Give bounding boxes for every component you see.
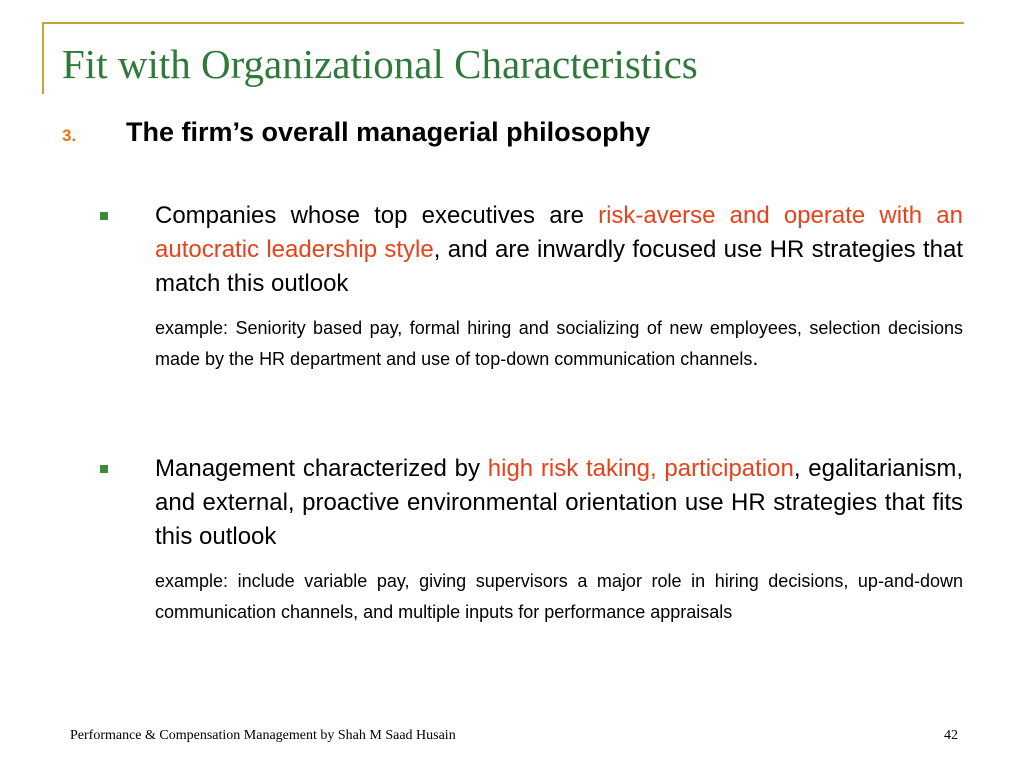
- frame-top-line: [42, 22, 964, 24]
- bullet-text-end: , egalitarianism, and external, proactive environmental orientation use HR strategies that fits this outlook: [155, 455, 963, 550]
- section-heading: The firm’s overall managerial philosophy: [126, 117, 651, 147]
- square-bullet-icon: [100, 465, 108, 473]
- footer-credit: Performance & Compensation Management by Shah M Saad Husain: [70, 728, 456, 743]
- example-text: [155, 313, 963, 374]
- bullet-text: [155, 452, 963, 554]
- example-end: .: [752, 345, 759, 370]
- bullet-highlight: risk-averse and operate with an autocratic leadership style: [155, 202, 963, 263]
- square-bullet-icon: [100, 212, 108, 220]
- example-body: example: include variable pay, giving supervisors a major role in hiring decisions, up-and-down communication channels, and multiple inputs for performance appraisals: [155, 571, 963, 622]
- page-number: 42: [944, 728, 958, 743]
- bullet-text-start: Companies whose top executives are: [155, 202, 599, 229]
- bullet-text-start: Management characterized by: [155, 455, 488, 482]
- bullet-text: [155, 199, 963, 301]
- bullet-item-2: [100, 452, 963, 627]
- example-text: [155, 566, 963, 627]
- frame-left-line: [42, 22, 44, 94]
- bullet-text-end: , and are inwardly focused use HR strategies that match this outlook: [155, 236, 963, 297]
- numbered-heading: [62, 117, 962, 157]
- bullet-item-1: [100, 199, 963, 374]
- section-number: 3.: [62, 126, 77, 145]
- slide-title: Fit with Organizational Characteristics: [62, 41, 698, 87]
- bullet-highlight: high risk taking, participation: [487, 455, 794, 482]
- example-body: example: Seniority based pay, formal hiring and socializing of new employees, selection decisions made by the HR department and use of top-down communication channels: [155, 318, 963, 369]
